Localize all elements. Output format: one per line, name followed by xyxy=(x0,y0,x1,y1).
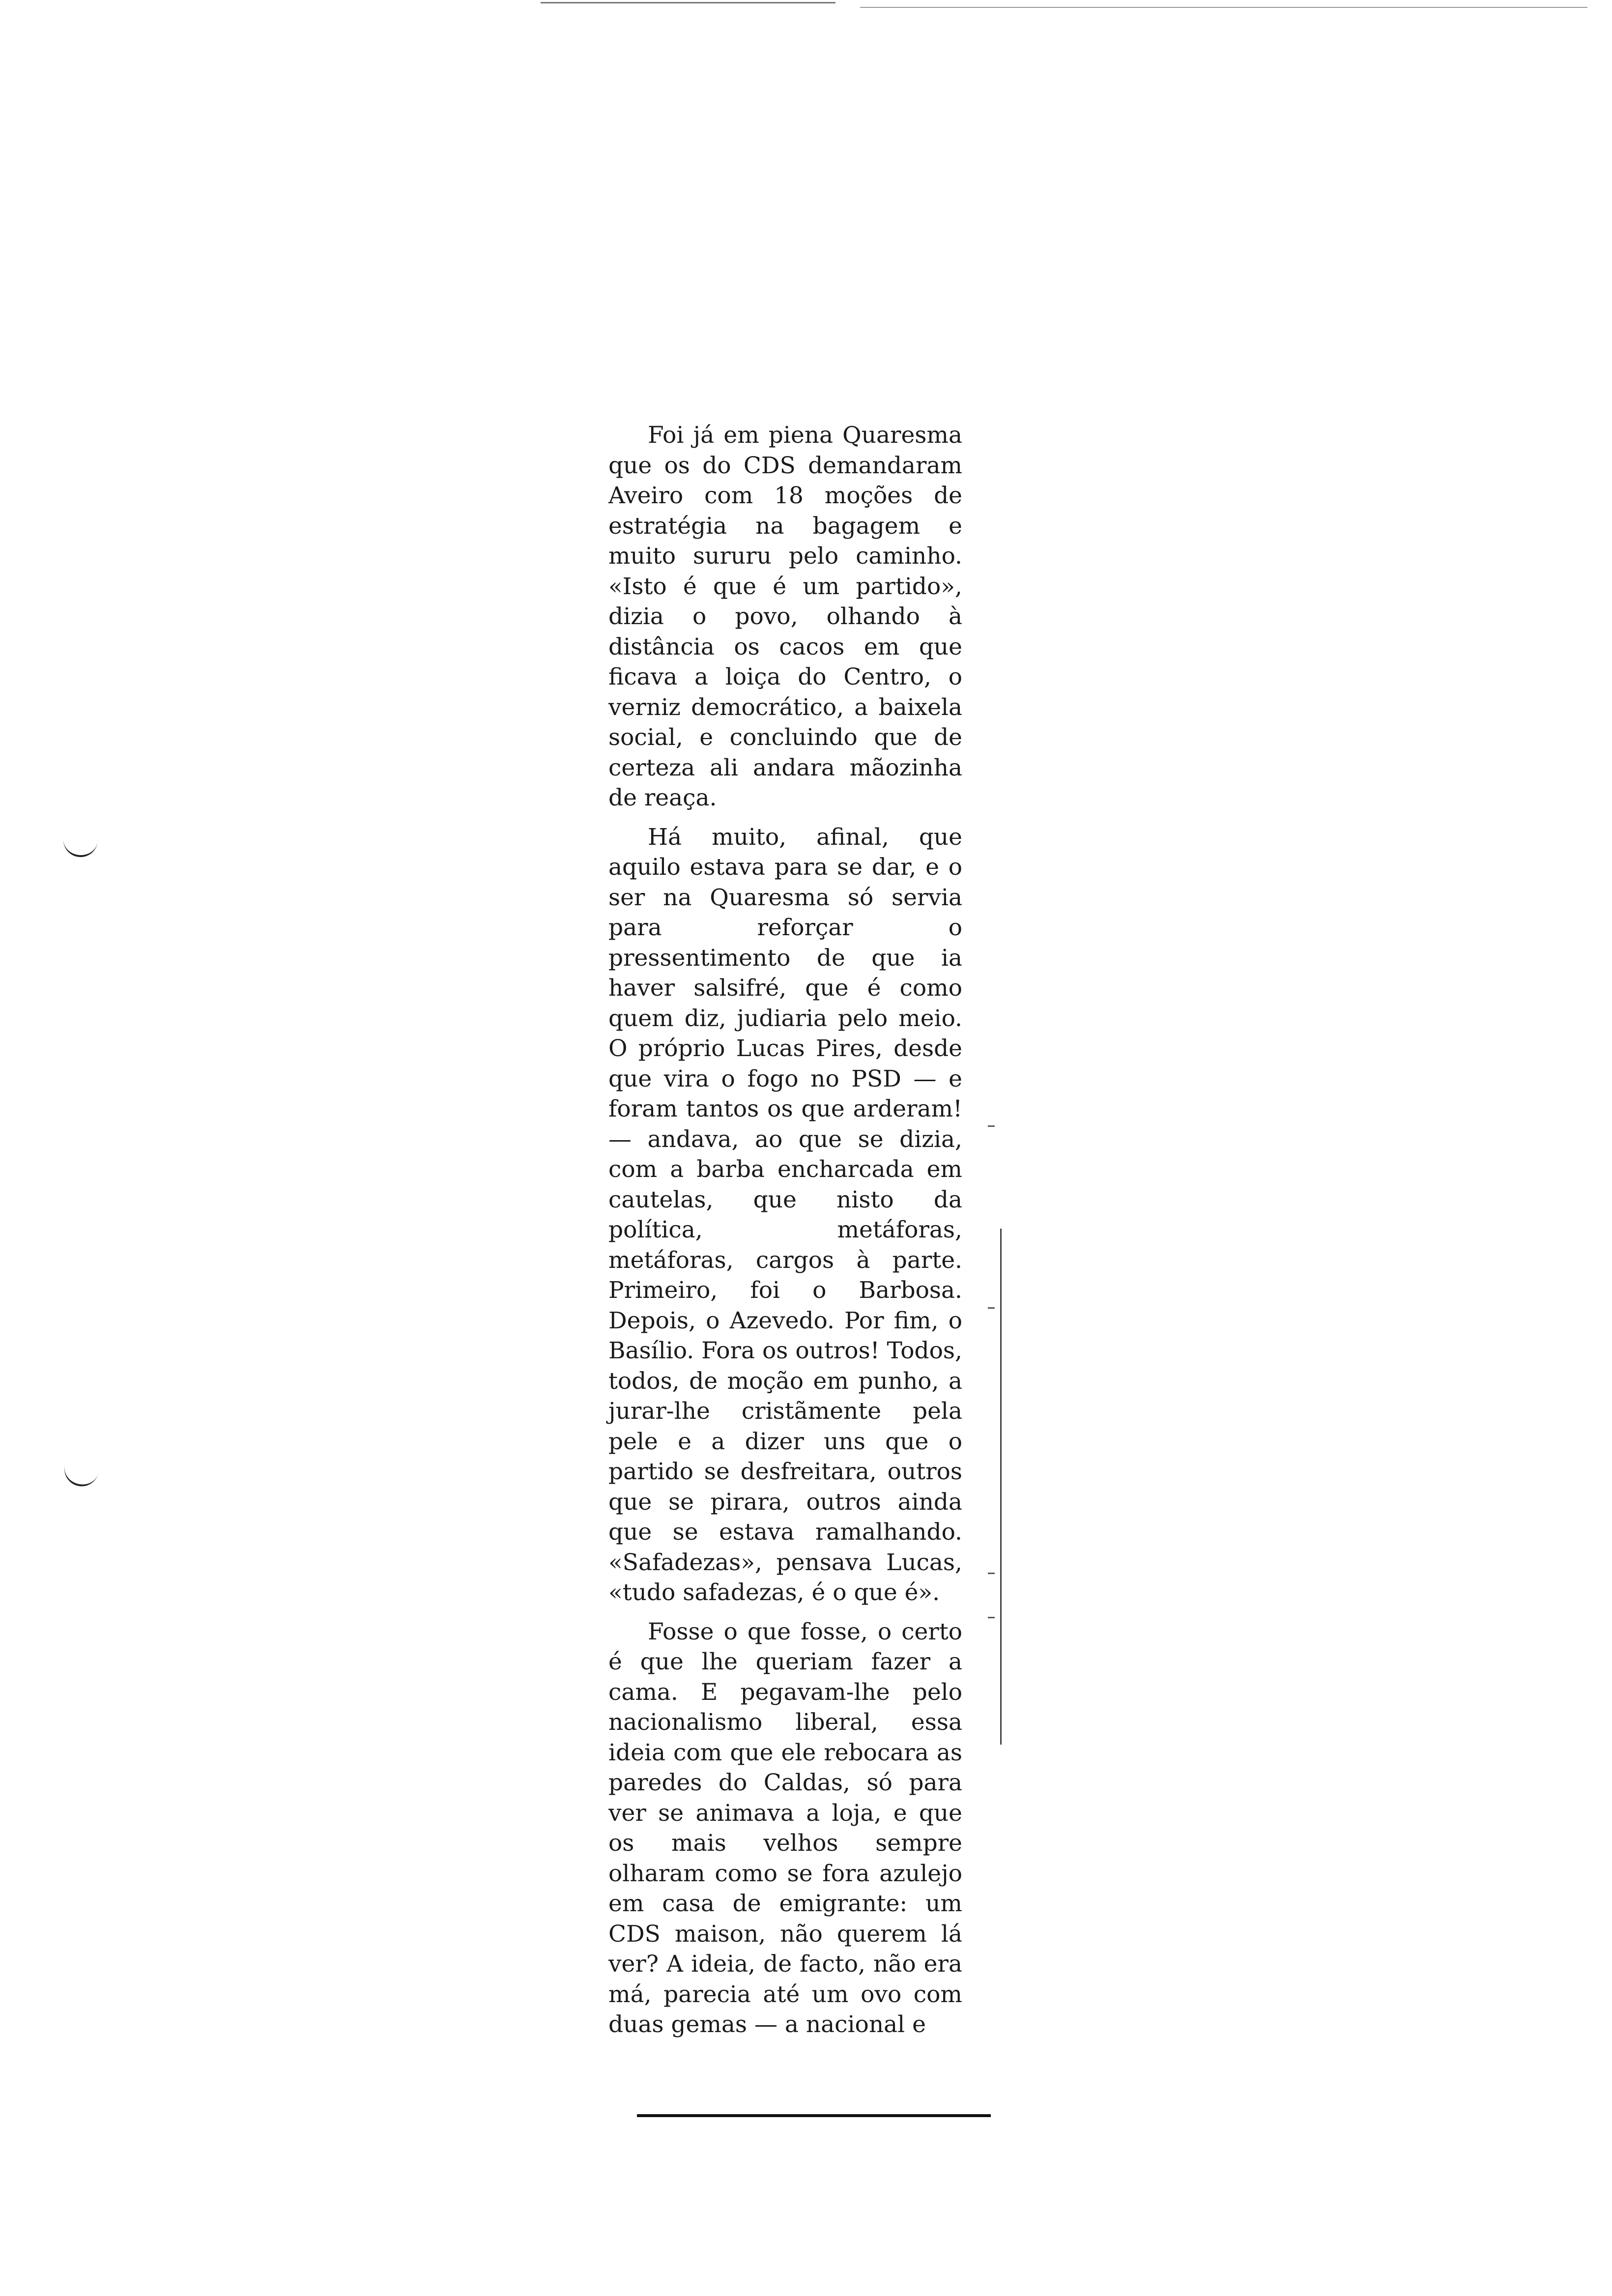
article-paragraph: Foi já em piena Quaresma que os do CDS demandaram Aveiro com 18 moções de estratégia na bagagem e muito sururu pelo caminho. «Isto é que é um partido», dizia o povo, olhando à distância os cacos em que ficava a loiça do Centro, o verniz democrático, a baixela social, e concluindo que de certeza ali andara mãozinha de reaça. xyxy=(608,422,962,811)
scan-artifact-top-line xyxy=(541,2,835,3)
scan-artifact-dash xyxy=(988,1573,995,1574)
scan-artifact-side-line xyxy=(1000,1229,1002,1745)
article-column xyxy=(608,420,962,2049)
scan-artifact-dash xyxy=(988,1617,995,1618)
article-paragraph: Fosse o que fosse, o certo é que lhe queriam fazer a cama. E pegavam-lhe pelo nacionalismo liberal, essa ideia com que ele rebocara as paredes do Caldas, só para ver se animava a loja, e que os mais velhos sempre olharam como se fora azulejo em casa de emigrante: um CDS maison, não querem lá ver? A ideia, de facto, não era má, parecia até um ovo com duas gemas — a nacional e xyxy=(608,1618,962,2038)
scan-artifact-dash xyxy=(988,1125,995,1127)
margin-mark xyxy=(61,1461,100,1490)
bottom-rule xyxy=(637,2114,991,2117)
article-paragraph: Há muito, afinal, que aquilo estava para se dar, e o ser na Quaresma só servia para reforçar o pressentimento de que ia haver salsifré, que é como quem diz, judiaria pelo meio. O próprio Lucas Pires, desde que vira o fogo no PSD — e foram tantos os que arderam! — andava, ao que se dizia, com a barba encharcada em cautelas, que nisto da política, metáforas, metáforas, cargos à parte. Primeiro, foi o Barbosa. Depois, o Azevedo. Por fim, o Basílio. Fora os outros! Todos, todos, de moção em punho, a jurar-lhe cristãmente pela pele e a dizer uns que o partido se desfreitara, outros que se pirara, outros ainda que se estava ramalhando. «Safadezas», pensava Lucas, «tudo safadezas, é o que é». xyxy=(608,823,962,1606)
scan-artifact-dash xyxy=(988,1307,995,1309)
scan-artifact-top-line xyxy=(860,7,1587,8)
margin-mark xyxy=(62,834,98,859)
